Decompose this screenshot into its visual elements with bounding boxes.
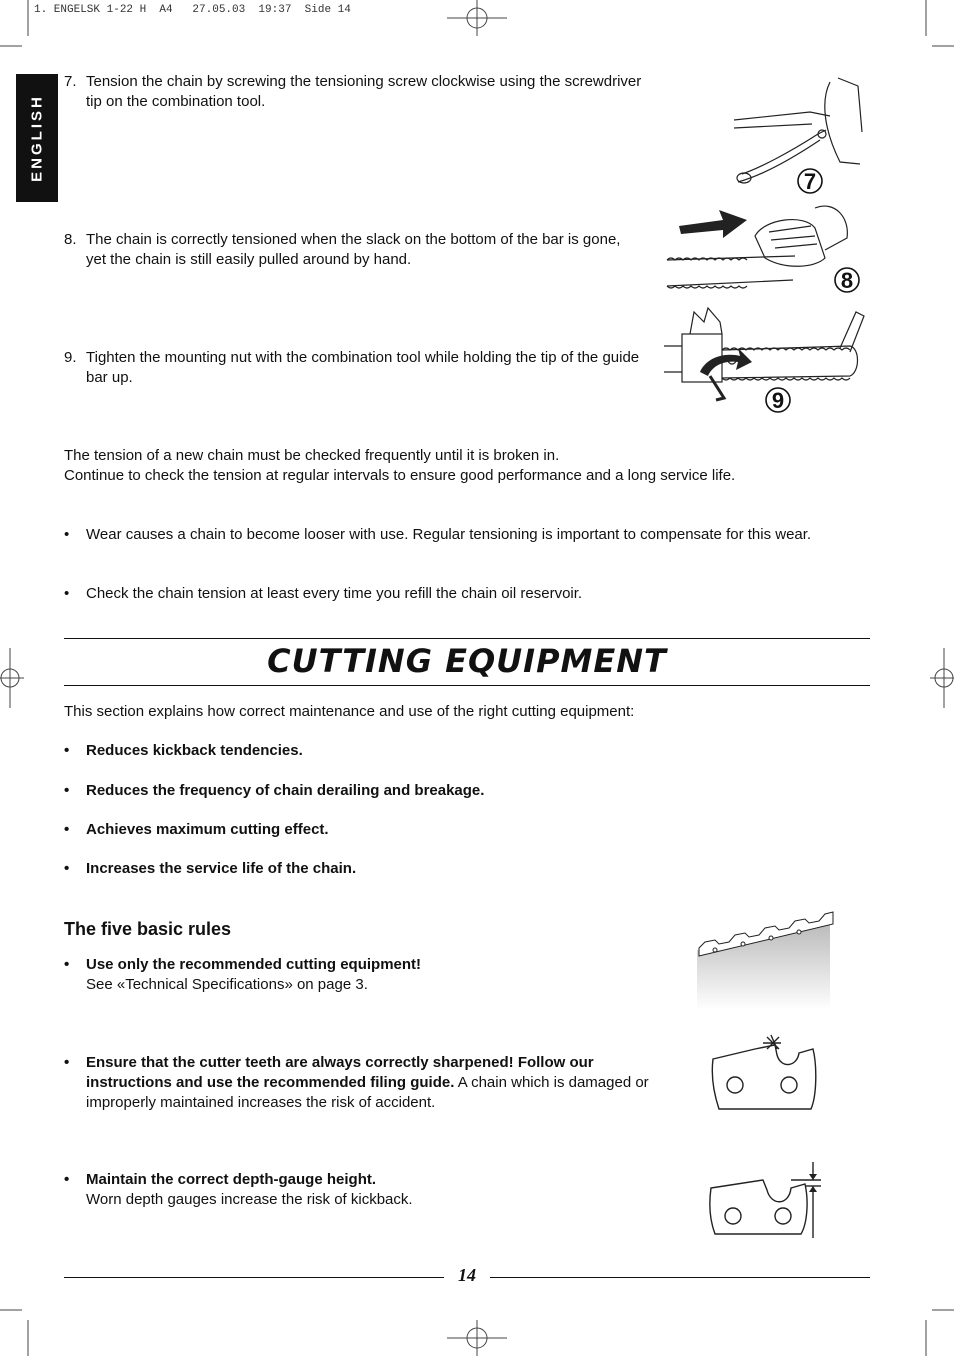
section-rule-bottom xyxy=(64,685,870,686)
figure-8-label: 8 xyxy=(840,268,854,293)
rule-normal-text: A chain which is damaged or improperly maintained increases the risk of accident. xyxy=(86,1074,649,1111)
figure-9-mounting-nut xyxy=(660,302,870,420)
tension-note-line1: The tension of a new chain must be checked frequently until it is broken in. xyxy=(64,447,560,464)
bullet-text: Wear causes a chain to become looser with use. Regular tensioning is important to compensate for this wear. xyxy=(86,526,812,543)
step-number: 8. xyxy=(64,231,77,248)
language-label: ENGLISH xyxy=(28,94,46,182)
footer-rule-right xyxy=(490,1277,870,1278)
bullet-text: Check the chain tension at least every time you refill the chain oil reservoir. xyxy=(86,585,583,602)
benefit-text: Reduces kickback tendencies. xyxy=(86,742,303,759)
page-number: 14 xyxy=(458,1265,476,1285)
rule-bold-text: Use only the recommended cutting equipment! xyxy=(86,956,422,973)
benefit-item xyxy=(64,741,764,761)
rule-item-2 xyxy=(64,1053,664,1113)
figure-7-label: 7 xyxy=(803,169,817,194)
bullet-icon: • xyxy=(64,1171,70,1188)
chain-on-bar-figure xyxy=(695,910,835,1015)
rule-bold-text: Ensure that the cutter teeth are always correctly sharpened! Follow our instructions and use the recommended filing guide. xyxy=(86,1054,594,1091)
footer-rule-left xyxy=(64,1277,444,1278)
benefit-item xyxy=(64,781,764,801)
rule-normal-text: See «Technical Specifications» on page 3. xyxy=(86,976,368,993)
bullet-icon: • xyxy=(64,956,70,973)
rule-item-3 xyxy=(64,1170,664,1210)
bullet-icon: • xyxy=(64,821,70,838)
step-text: The chain is correctly tensioned when the slack on the bottom of the bar is gone, yet the chain is still easily pulled around by hand. xyxy=(86,231,621,268)
benefit-text: Achieves maximum cutting effect. xyxy=(86,821,329,838)
tension-note-line2: Continue to check the tension at regular intervals to ensure good performance and a long service life. xyxy=(64,467,736,484)
step-number: 7. xyxy=(64,73,77,90)
figure-7-tension-screw xyxy=(730,72,870,197)
tension-note xyxy=(64,446,870,486)
benefit-text: Increases the service life of the chain. xyxy=(86,860,357,877)
step-8 xyxy=(64,230,644,270)
tension-bullet-1 xyxy=(64,525,864,545)
step-9 xyxy=(64,348,644,388)
bullet-icon: • xyxy=(64,526,70,543)
language-tab xyxy=(16,74,58,202)
rule-bold-text: Maintain the correct depth-gauge height. xyxy=(86,1171,377,1188)
bullet-icon: • xyxy=(64,585,70,602)
benefit-item xyxy=(64,859,764,879)
step-7 xyxy=(64,72,644,112)
step-number: 9. xyxy=(64,349,77,366)
step-text: Tighten the mounting nut with the combination tool while holding the tip of the guide bar up. xyxy=(86,349,640,386)
figure-9-label: 9 xyxy=(771,388,785,413)
tension-bullet-2 xyxy=(64,584,864,604)
rule-normal-text: Worn depth gauges increase the risk of kickback. xyxy=(86,1191,413,1208)
step-text: Tension the chain by screwing the tensioning screw clockwise using the screwdriver tip on the combination tool. xyxy=(86,73,642,110)
section-rule-top xyxy=(64,638,870,639)
benefit-item xyxy=(64,820,764,840)
cutter-tooth-figure xyxy=(705,1025,825,1115)
figure-8-chain-slack xyxy=(665,198,870,298)
section-title: CUTTING EQUIPMENT xyxy=(267,642,667,680)
bullet-icon: • xyxy=(64,1054,70,1071)
depth-gauge-figure xyxy=(705,1158,825,1240)
section-intro: This section explains how correct maintenance and use of the right cutting equipment: xyxy=(64,703,635,720)
rule-item-1 xyxy=(64,955,664,995)
bullet-icon: • xyxy=(64,860,70,877)
bullet-icon: • xyxy=(64,782,70,799)
rules-heading: The five basic rules xyxy=(64,919,232,939)
print-header: 1. ENGELSK 1-22 H A4 27.05.03 19:37 Side 14 xyxy=(34,4,351,16)
benefit-text: Reduces the frequency of chain derailing and breakage. xyxy=(86,782,485,799)
bullet-icon: • xyxy=(64,742,70,759)
